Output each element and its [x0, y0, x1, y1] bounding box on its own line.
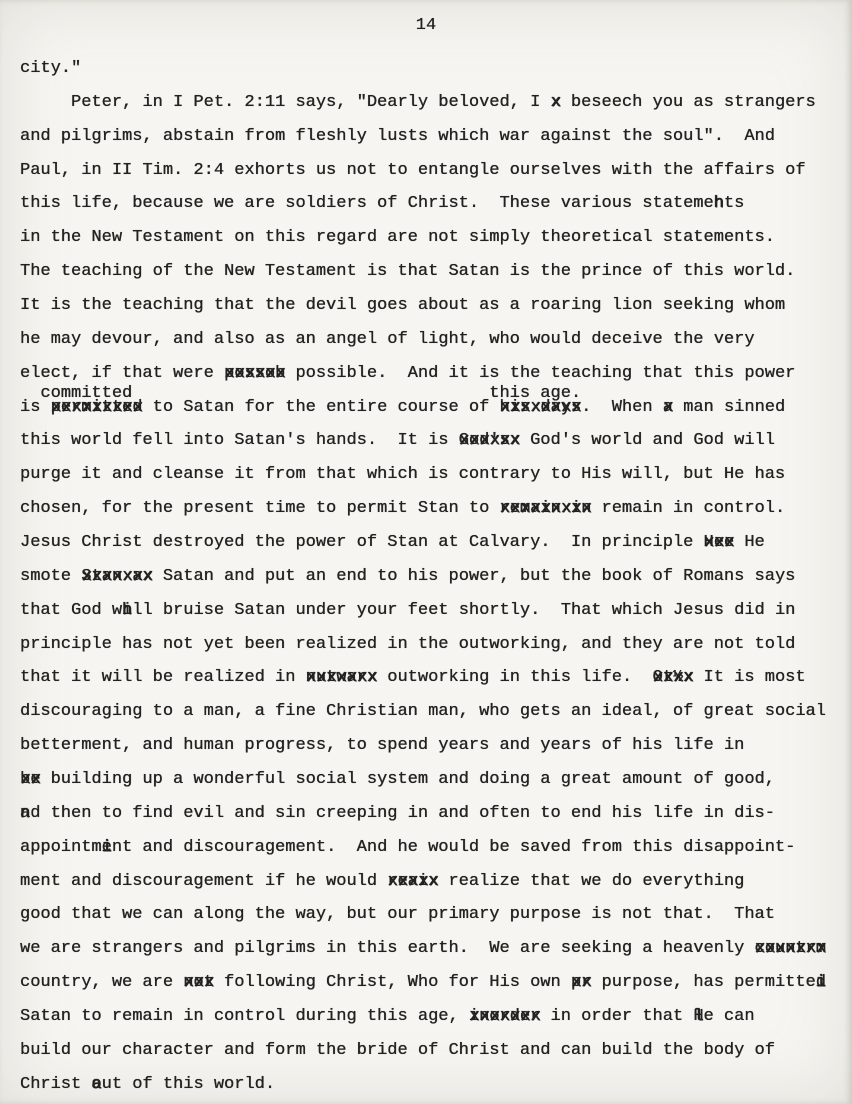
text-segment: ment and discouragement if he would: [20, 871, 388, 891]
interline-insertion: committed this age.: [20, 383, 582, 403]
text-segment: is: [20, 397, 51, 417]
typed-line: [20, 763, 852, 797]
overtyped-character: a n: [20, 797, 30, 831]
text-segment: betterment, and human progress, to spend years and years of his life in: [20, 736, 745, 756]
text-segment: possible. And it is the teaching that this power: [285, 363, 796, 383]
text-segment: purge it and cleanse it from that which is contrary to His will, but He has: [20, 465, 786, 485]
typed-line: [20, 52, 852, 86]
text-segment: in order that: [540, 1007, 694, 1027]
typed-line: [20, 797, 852, 831]
text-segment: It is most: [693, 668, 806, 688]
text-segment: that it will be realized in: [20, 668, 306, 688]
text-segment: to Satan for the entire course of: [142, 397, 500, 417]
typed-line: [20, 255, 852, 289]
strikeout-correction: countrm xxxxxxx: [755, 932, 826, 966]
overtyped-character: H l: [693, 1000, 703, 1034]
typed-line: [20, 729, 852, 763]
typed-line: [20, 1000, 852, 1034]
text-segment: discouraging to a man, a fine Christian man, who gets an ideal, of great social: [20, 702, 826, 722]
text-segment: Christ: [20, 1074, 92, 1094]
text-segment: ll bruise Satan under your feet shortly. That which Jesus did in: [132, 600, 796, 620]
typed-line: [20, 526, 852, 560]
strikeout-correction: not xxx: [183, 966, 214, 1000]
text-segment: and pilgrims, abstain from fleshly lusts which war against the soul". And: [20, 126, 775, 146]
typed-line: [20, 424, 852, 458]
typed-line: [20, 187, 852, 221]
text-segment: Peter, in I Pet. 2:11 says, "Dearly beloved, I: [20, 92, 551, 112]
text-segment: Jesus Christ destroyed the power of Stan at Calvary. In principle: [20, 533, 704, 553]
strikeout-correction: x x: [551, 86, 561, 120]
text-segment: chosen, for the present time to permit Stan to: [20, 499, 500, 519]
text-segment: following Christ, Who for His own: [213, 973, 571, 993]
typed-line: [20, 154, 852, 188]
text-segment: principle has not yet been realized in the outworking, and they are not told: [20, 634, 796, 654]
typed-line: [20, 221, 852, 255]
overtyped-character: d i: [816, 966, 826, 1000]
text-segment: nt and discouragement. And he would be saved from this disappoint-: [111, 837, 796, 857]
text-segment: It is the teaching that the devil goes about as a roaring lion seeking whom: [20, 296, 786, 316]
typed-line: [20, 86, 852, 120]
overtyped-character: i h: [122, 594, 132, 628]
text-segment: He: [734, 533, 765, 553]
typed-line: [20, 865, 852, 899]
typed-line: [20, 898, 852, 932]
typed-line: [20, 492, 852, 526]
text-segment: city.": [20, 59, 82, 78]
strikeout-correction: inorder xxxxxxx: [469, 1000, 540, 1034]
typed-line: [20, 391, 852, 425]
strikeout-correction: nutwarx xxxxxxx: [306, 661, 377, 695]
typed-line: [20, 458, 852, 492]
text-segment: Paul, in II Tim. 2:4 exhorts us not to entangle ourselves with the affairs of: [20, 160, 806, 180]
typed-line: [20, 831, 852, 865]
strikeout-correction: his days xxxxxxxx: [500, 391, 582, 425]
typed-line: [20, 628, 852, 662]
text-segment: . When: [581, 397, 663, 417]
text-segment: we are strangers and pilgrims in this earth. We are seeking a heavenly: [20, 939, 755, 959]
text-segment: ut of this world.: [101, 1074, 276, 1094]
strikeout-correction: remain in xxxxxxxxx: [499, 492, 591, 526]
text-segment: d then to find evil and sin creeping in and often to end his life in dis-: [30, 803, 775, 823]
overtyped-character: n h: [714, 187, 724, 221]
text-segment: that God w: [20, 600, 123, 620]
text-segment: in the New Testament on this regard are not simply theoretical statements.: [20, 228, 775, 248]
typed-line: [20, 932, 852, 966]
typed-line: [20, 661, 852, 695]
text-segment: The teaching of the New Testament is that Satan is the prince of this world.: [20, 262, 796, 282]
text-segment: remain in control.: [591, 499, 786, 519]
text-segment: God's world and God will: [519, 431, 775, 451]
text-segment: this life, because we are soldiers of Christ. These various stateme: [20, 194, 714, 214]
text-segment: build our character and form the bride of Christ and can build the body of: [20, 1040, 775, 1060]
strikeout-correction: a x: [663, 391, 673, 425]
strikeout-correction: pr xx: [571, 966, 591, 1000]
overtyped-character: e i: [102, 831, 112, 865]
text-segment: this world fell into Satan's hands. It is: [20, 431, 459, 451]
text-segment: country, we are: [20, 973, 184, 993]
text-segment: building up a wonderful social system and doing a great amount of good,: [40, 770, 775, 790]
text-segment: appointm: [20, 837, 102, 857]
typed-line: [20, 695, 852, 729]
text-segment: beseech you as strangers: [560, 92, 816, 112]
text-segment: elect, if that were: [20, 363, 225, 383]
strikeout-correction: God'sx xxxxxx: [459, 424, 520, 458]
text-segment: realize that we do everything: [438, 871, 745, 891]
strikeout-correction: permitted xxxxxxxxx: [51, 391, 143, 425]
typed-line: [20, 1034, 852, 1068]
typed-line: [20, 966, 852, 1000]
text-segment: man sinned: [672, 397, 786, 417]
strikeout-correction: be xx: [20, 763, 40, 797]
typed-line: [20, 120, 852, 154]
typed-line: [20, 594, 852, 628]
text-segment: Satan and put an end to his power, but the book of Romans says: [152, 566, 796, 586]
text-segment: outworking in this life.: [377, 668, 653, 688]
strikeout-correction: Stan ax xxxxxxx: [81, 560, 152, 594]
strikeout-correction: Ot½x xxxx: [653, 661, 694, 695]
text-segment: good that we can along the way, but our primary purpose is not that. That: [20, 905, 775, 925]
typed-line: [20, 289, 852, 323]
typed-line: [20, 560, 852, 594]
text-segment: ts: [723, 194, 745, 214]
strikeout-correction: Hee xxx: [704, 526, 735, 560]
text-segment: purpose, has permitte: [591, 973, 816, 993]
typed-text: [20, 52, 852, 1102]
text-segment: he may devour, and also as an angel of light, who would deceive the very: [20, 329, 755, 349]
strikeout-correction: reaix xxxxx: [387, 865, 438, 899]
text-segment: Satan to remain in control during this age,: [20, 1007, 469, 1027]
text-segment: smote: [20, 566, 82, 586]
text-segment: e can: [703, 1007, 755, 1027]
page-number: 14: [415, 16, 437, 35]
strikeout-correction: possob xxxxxx: [224, 357, 285, 391]
overtyped-character: o a: [91, 1068, 101, 1102]
typed-line: [20, 1068, 852, 1102]
typed-line: [20, 323, 852, 357]
